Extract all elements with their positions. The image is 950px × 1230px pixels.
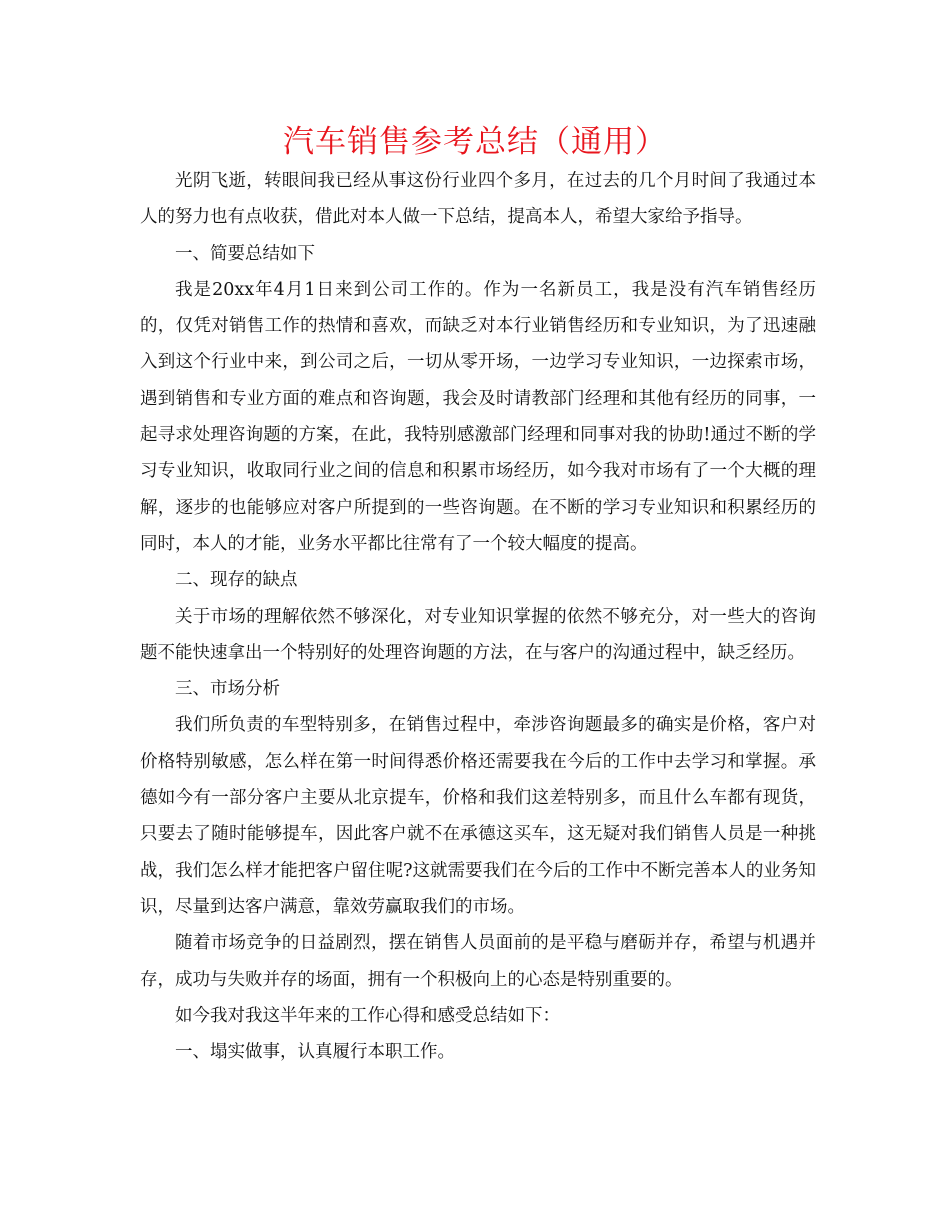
summary-paragraph: 我是20xx年4月1日来到公司工作的。作为一名新员工，我是没有汽车销售经历的，仅凭对销售工作的热情和喜欢，而缺乏对本行业销售经历和专业知识，为了迅速融入到这个行业中来，到公司之后，一切从零开场，一边学习专业知识，一边探索市场，遇到销售和专业方面的难点和咨询题，我会及时请教部门经理和其他有经历的同事，一起寻求处理咨询题的方案，在此，我特别感激部门经理和同事对我的协助!通过不断的学习专业知识，收取同行业之间的信息和积累市场经历，如今我对市场有了一个大概的理解，逐步的也能够应对客户所提到的一些咨询题。在不断的学习专业知识和积累经历的同时，本人的才能，业务水平都比往常有了一个较大幅度的提高。	[140, 279, 816, 554]
experience-intro-paragraph: 如今我对我这半年来的工作心得和感受总结如下：	[175, 1005, 560, 1026]
section-heading-market-analysis: 三、市场分析	[175, 679, 280, 700]
market-analysis-paragraph: 我们所负责的车型特别多，在销售过程中，牵涉咨询题最多的确实是价格，客户对价格特别敏感，怎么样在第一时间得悉价格还需要我在今后的工作中去学习和掌握。承德如今有一部分客户主要从北京提车，价格和我们这差特别多，而且什么车都有现货，只要去了随时能够提车，因此客户就不在承德这买车，这无疑对我们销售人员是一种挑战，我们怎么样才能把客户留住呢?这就需要我们在今后的工作中不断完善本人的业务知识，尽量到达客户满意，靠效劳赢取我们的市场。	[140, 715, 816, 917]
document-body	[140, 163, 816, 1070]
competition-paragraph: 随着市场竞争的日益剧烈，摆在销售人员面前的是平稳与磨砺并存，希望与机遇并存，成功与失败并存的场面，拥有一个积极向上的心态是特别重要的。	[140, 933, 816, 990]
section-heading-shortcomings: 二、现存的缺点	[175, 570, 298, 591]
section-heading-summary: 一、简要总结如下	[175, 243, 315, 264]
shortcomings-paragraph: 关于市场的理解依然不够深化，对专业知识掌握的依然不够充分，对一些大的咨询题不能快速拿出一个特别好的处理咨询题的方法，在与客户的沟通过程中，缺乏经历。	[140, 606, 816, 663]
experience-point-1: 一、塌实做事，认真履行本职工作。	[175, 1042, 455, 1063]
document-title: 汽车销售参考总结（通用）	[283, 124, 667, 160]
intro-paragraph: 光阴飞逝，转眼间我已经从事这份行业四个多月，在过去的几个月时间了我通过本人的努力也有点收获，借此对本人做一下总结，提高本人，希望大家给予指导。	[140, 171, 816, 228]
